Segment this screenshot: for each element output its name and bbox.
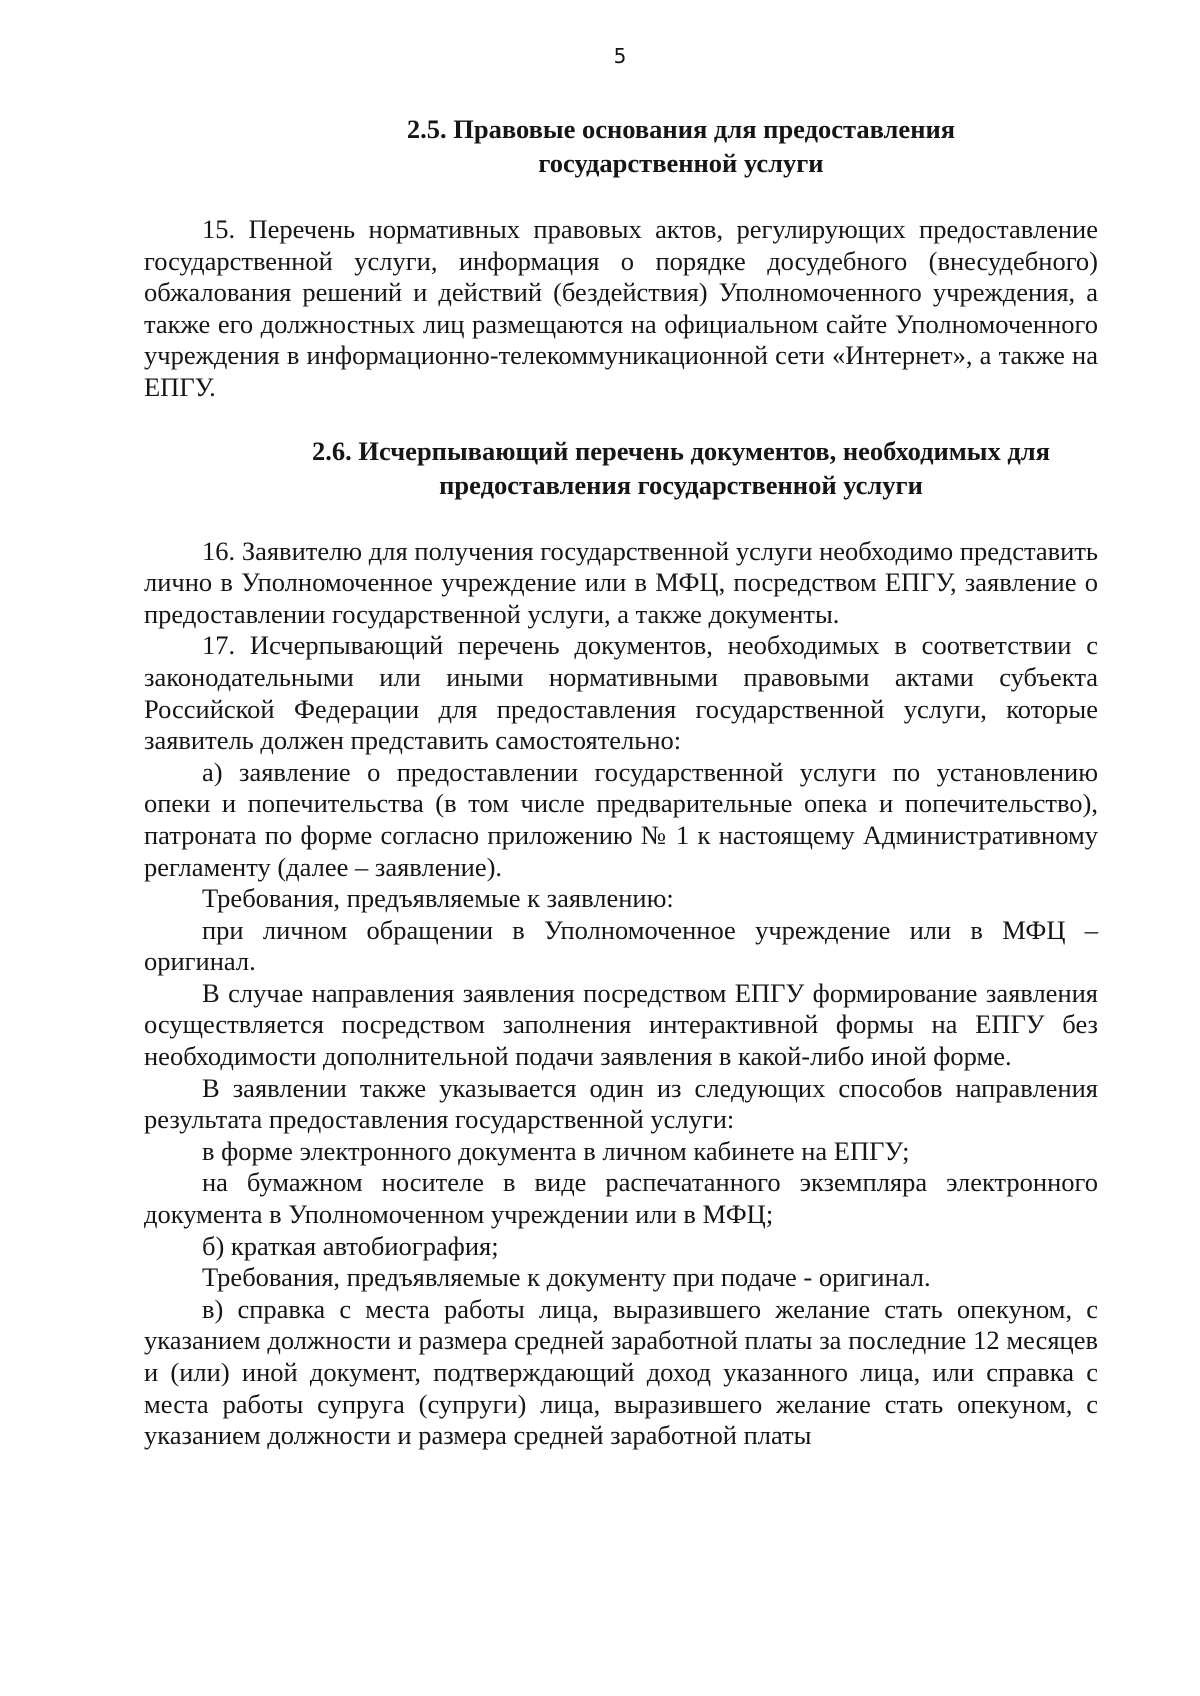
- section-2-6: [144, 434, 1098, 1452]
- paragraph-15: 15. Перечень нормативных правовых актов, регулирующих предоставление государственной услуги, информация о порядке досудебного (внесудебного) обжалования решений и действий (бездействия) Уполномоченного учреждения, а также его должностных лиц размещаются на официальном сайте Уполномоченного учреждения в информационно-телекоммуникационной сети «Интернет», а также на ЕПГУ.: [144, 214, 1098, 402]
- personal-visit-original: при личном обращении в Уполномоченное учреждение или в МФЦ – оригинал.: [144, 914, 1098, 977]
- paragraph-17: 17. Исчерпывающий перечень документов, необходимых в соответствии с законодательными или иными нормативными правовыми актами субъекта Российской Федерации для предоставления государственной услуги, которые заявитель должен представить самостоятельно:: [144, 630, 1098, 756]
- section-2-5: [144, 112, 1098, 404]
- result-delivery-methods: В заявлении также указывается один из следующих способов направления результата предоставления государственной услуги:: [144, 1072, 1098, 1135]
- section-2-5-title-line1: 2.5. Правовые основания для предоставления: [406, 114, 956, 144]
- item-a-application: а) заявление о предоставлении государственной услуги по установлению опеки и попечительства (в том числе предварительные опека и попечительство), патроната по форме согласно приложению № 1 к настоящему Административному регламенту (далее – заявление).: [144, 756, 1098, 882]
- epgu-submission: В случае направления заявления посредством ЕПГУ формирование заявления осуществляется посредством заполнения интерактивной формы на ЕПГУ без необходимости дополнительной подачи заявления в какой-либо иной форме.: [144, 977, 1098, 1072]
- delivery-electronic: в форме электронного документа в личном кабинете на ЕПГУ;: [202, 1135, 910, 1166]
- item-b-autobiography: б) краткая автобиография;: [202, 1230, 499, 1261]
- section-2-6-title-line2: предоставления государственной услуги: [439, 469, 923, 500]
- section-2-5-title-line2: государственной услуги: [538, 148, 824, 178]
- item-v-employment-certificate: в) справка с места работы лица, выразившего желание стать опекуном, с указанием должности и размера средней заработной платы за последние 12 месяцев и (или) иной документ, подтверждающий доход указанного лица, или справка с места работы супруга (супруги) лица, выразившего желание стать опекуном, с указанием должности и размера средней заработной платы: [144, 1293, 1098, 1451]
- autobiography-requirements: Требования, предъявляемые к документу при подаче - оригинал.: [202, 1262, 931, 1293]
- application-requirements: Требования, предъявляемые к заявлению:: [202, 883, 674, 914]
- paragraph-16: 16. Заявителю для получения государственной услуги необходимо представить лично в Уполномоченное учреждение или в МФЦ, посредством ЕПГУ, заявление о предоставлении государственной услуги, а также документы.: [144, 535, 1098, 629]
- document-body: [144, 112, 1098, 1452]
- page-number: 5: [613, 44, 627, 68]
- section-2-6-title-line1: 2.6. Исчерпывающий перечень документов, необходимых для: [312, 435, 1050, 466]
- delivery-paper: на бумажном носителе в виде распечатанного экземпляра электронного документа в Уполномоченном учреждении или в МФЦ;: [144, 1167, 1098, 1230]
